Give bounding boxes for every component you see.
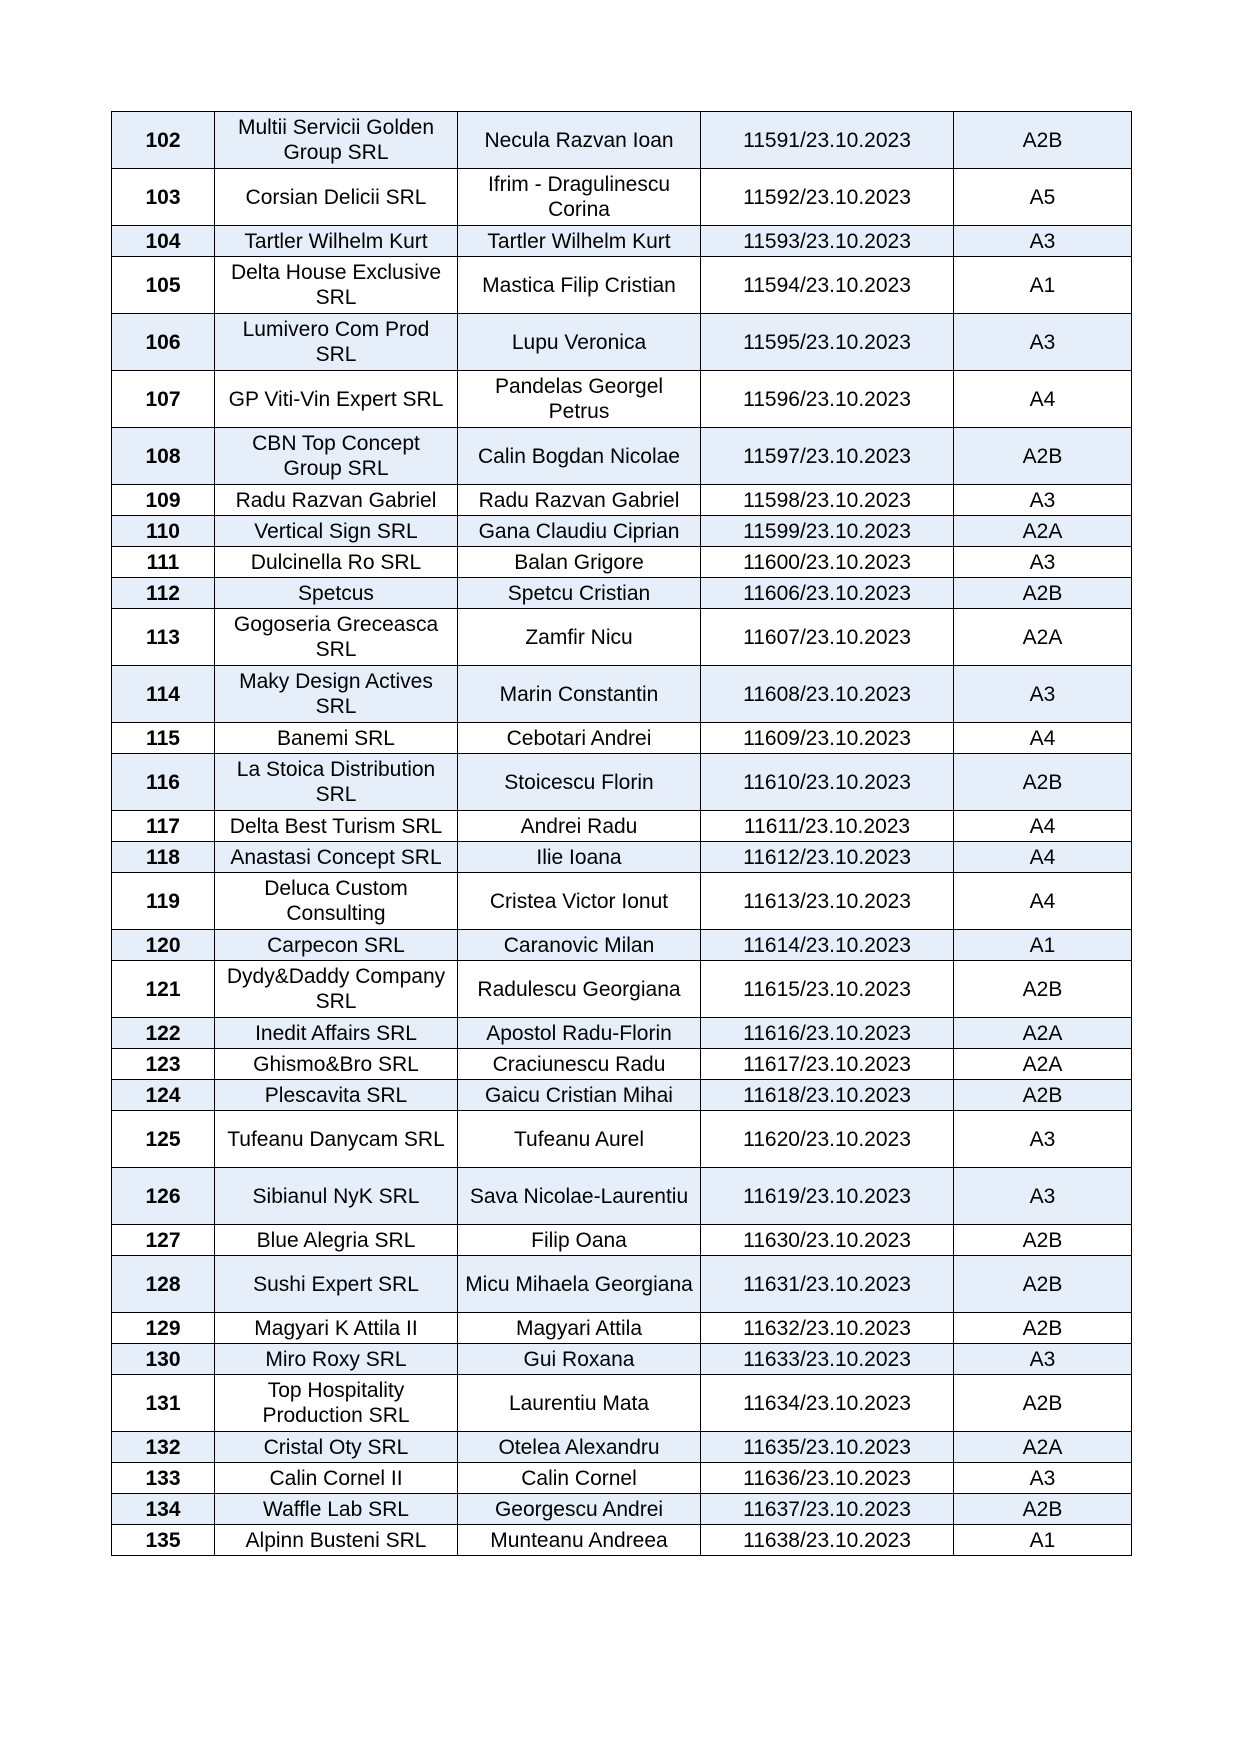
company-name-cell: Delta House Exclusive SRL — [215, 257, 458, 314]
category-cell: A4 — [954, 842, 1132, 873]
row-number-cell: 125 — [112, 1111, 215, 1168]
registration-number-cell: 11620/23.10.2023 — [701, 1111, 954, 1168]
company-name-cell: Sibianul NyK SRL — [215, 1168, 458, 1225]
row-number-cell: 104 — [112, 226, 215, 257]
row-number-cell: 135 — [112, 1525, 215, 1556]
row-number-cell: 119 — [112, 873, 215, 930]
company-name-cell: Ghismo&Bro SRL — [215, 1049, 458, 1080]
person-name-cell: Cristea Victor Ionut — [458, 873, 701, 930]
row-number-cell: 114 — [112, 666, 215, 723]
person-name-cell: Magyari Attila — [458, 1313, 701, 1344]
person-name-cell: Caranovic Milan — [458, 930, 701, 961]
category-cell: A3 — [954, 666, 1132, 723]
category-cell: A2A — [954, 516, 1132, 547]
registration-number-cell: 11634/23.10.2023 — [701, 1375, 954, 1432]
table-row — [112, 578, 1132, 609]
company-name-cell: Banemi SRL — [215, 723, 458, 754]
row-number-cell: 111 — [112, 547, 215, 578]
table-row — [112, 485, 1132, 516]
row-number-cell: 102 — [112, 112, 215, 169]
category-cell: A2B — [954, 754, 1132, 811]
company-name-cell: Corsian Delicii SRL — [215, 169, 458, 226]
table-row — [112, 226, 1132, 257]
company-name-cell: Delta Best Turism SRL — [215, 811, 458, 842]
table-row — [112, 930, 1132, 961]
table-row — [112, 961, 1132, 1018]
person-name-cell: Mastica Filip Cristian — [458, 257, 701, 314]
company-name-cell: Dulcinella Ro SRL — [215, 547, 458, 578]
table-row — [112, 723, 1132, 754]
person-name-cell: Micu Mihaela Georgiana — [458, 1256, 701, 1313]
company-name-cell: Multii Servicii Golden Group SRL — [215, 112, 458, 169]
registration-number-cell: 11599/23.10.2023 — [701, 516, 954, 547]
table-row — [112, 1111, 1132, 1168]
row-number-cell: 133 — [112, 1463, 215, 1494]
company-name-cell: Alpinn Busteni SRL — [215, 1525, 458, 1556]
category-cell: A3 — [954, 1111, 1132, 1168]
person-name-cell: Otelea Alexandru — [458, 1432, 701, 1463]
row-number-cell: 121 — [112, 961, 215, 1018]
person-name-cell: Andrei Radu — [458, 811, 701, 842]
table-row — [112, 1375, 1132, 1432]
table-row — [112, 1432, 1132, 1463]
table-row — [112, 1344, 1132, 1375]
registration-number-cell: 11614/23.10.2023 — [701, 930, 954, 961]
row-number-cell: 109 — [112, 485, 215, 516]
registration-number-cell: 11632/23.10.2023 — [701, 1313, 954, 1344]
registration-number-cell: 11591/23.10.2023 — [701, 112, 954, 169]
row-number-cell: 124 — [112, 1080, 215, 1111]
table-row — [112, 873, 1132, 930]
category-cell: A2B — [954, 1313, 1132, 1344]
registration-number-cell: 11617/23.10.2023 — [701, 1049, 954, 1080]
row-number-cell: 110 — [112, 516, 215, 547]
table-row — [112, 1018, 1132, 1049]
category-cell: A2B — [954, 1375, 1132, 1432]
row-number-cell: 107 — [112, 371, 215, 428]
table-body — [112, 112, 1132, 1556]
registration-number-cell: 11597/23.10.2023 — [701, 428, 954, 485]
person-name-cell: Tartler Wilhelm Kurt — [458, 226, 701, 257]
company-name-cell: Gogoseria Greceasca SRL — [215, 609, 458, 666]
company-name-cell: Blue Alegria SRL — [215, 1225, 458, 1256]
table-row — [112, 112, 1132, 169]
person-name-cell: Munteanu Andreea — [458, 1525, 701, 1556]
person-name-cell: Laurentiu Mata — [458, 1375, 701, 1432]
category-cell: A2A — [954, 609, 1132, 666]
row-number-cell: 116 — [112, 754, 215, 811]
category-cell: A3 — [954, 485, 1132, 516]
row-number-cell: 115 — [112, 723, 215, 754]
table-row — [112, 609, 1132, 666]
person-name-cell: Radu Razvan Gabriel — [458, 485, 701, 516]
registration-number-cell: 11594/23.10.2023 — [701, 257, 954, 314]
table-row — [112, 314, 1132, 371]
row-number-cell: 132 — [112, 1432, 215, 1463]
person-name-cell: Cebotari Andrei — [458, 723, 701, 754]
category-cell: A2B — [954, 578, 1132, 609]
company-name-cell: Inedit Affairs SRL — [215, 1018, 458, 1049]
row-number-cell: 126 — [112, 1168, 215, 1225]
category-cell: A2A — [954, 1018, 1132, 1049]
row-number-cell: 131 — [112, 1375, 215, 1432]
registration-number-cell: 11618/23.10.2023 — [701, 1080, 954, 1111]
table-row — [112, 169, 1132, 226]
table-row — [112, 1049, 1132, 1080]
registration-number-cell: 11610/23.10.2023 — [701, 754, 954, 811]
company-name-cell: GP Viti-Vin Expert SRL — [215, 371, 458, 428]
registration-number-cell: 11635/23.10.2023 — [701, 1432, 954, 1463]
company-name-cell: Radu Razvan Gabriel — [215, 485, 458, 516]
company-name-cell: Spetcus — [215, 578, 458, 609]
person-name-cell: Zamfir Nicu — [458, 609, 701, 666]
registration-number-cell: 11608/23.10.2023 — [701, 666, 954, 723]
table-row — [112, 516, 1132, 547]
table-row — [112, 257, 1132, 314]
company-name-cell: Deluca Custom Consulting — [215, 873, 458, 930]
table-row — [112, 1256, 1132, 1313]
company-name-cell: Carpecon SRL — [215, 930, 458, 961]
company-name-cell: Sushi Expert SRL — [215, 1256, 458, 1313]
row-number-cell: 120 — [112, 930, 215, 961]
registration-number-cell: 11619/23.10.2023 — [701, 1168, 954, 1225]
registration-number-cell: 11593/23.10.2023 — [701, 226, 954, 257]
registration-number-cell: 11633/23.10.2023 — [701, 1344, 954, 1375]
registration-number-cell: 11636/23.10.2023 — [701, 1463, 954, 1494]
company-name-cell: La Stoica Distribution SRL — [215, 754, 458, 811]
table-row — [112, 1494, 1132, 1525]
document-page — [111, 111, 1132, 1556]
registration-number-cell: 11606/23.10.2023 — [701, 578, 954, 609]
person-name-cell: Apostol Radu-Florin — [458, 1018, 701, 1049]
category-cell: A1 — [954, 930, 1132, 961]
company-name-cell: Magyari K Attila II — [215, 1313, 458, 1344]
registration-number-cell: 11616/23.10.2023 — [701, 1018, 954, 1049]
category-cell: A4 — [954, 873, 1132, 930]
person-name-cell: Filip Oana — [458, 1225, 701, 1256]
category-cell: A2B — [954, 112, 1132, 169]
registration-number-cell: 11607/23.10.2023 — [701, 609, 954, 666]
person-name-cell: Sava Nicolae-Laurentiu — [458, 1168, 701, 1225]
table-row — [112, 1525, 1132, 1556]
category-cell: A3 — [954, 547, 1132, 578]
company-name-cell: Anastasi Concept SRL — [215, 842, 458, 873]
category-cell: A2B — [954, 1256, 1132, 1313]
row-number-cell: 130 — [112, 1344, 215, 1375]
category-cell: A2B — [954, 961, 1132, 1018]
company-name-cell: Vertical Sign SRL — [215, 516, 458, 547]
person-name-cell: Pandelas Georgel Petrus — [458, 371, 701, 428]
row-number-cell: 127 — [112, 1225, 215, 1256]
category-cell: A2B — [954, 428, 1132, 485]
registration-number-cell: 11611/23.10.2023 — [701, 811, 954, 842]
company-name-cell: Miro Roxy SRL — [215, 1344, 458, 1375]
person-name-cell: Gaicu Cristian Mihai — [458, 1080, 701, 1111]
table-row — [112, 371, 1132, 428]
table-row — [112, 428, 1132, 485]
person-name-cell: Ifrim - Dragulinescu Corina — [458, 169, 701, 226]
row-number-cell: 118 — [112, 842, 215, 873]
category-cell: A3 — [954, 1344, 1132, 1375]
row-number-cell: 112 — [112, 578, 215, 609]
registration-number-cell: 11600/23.10.2023 — [701, 547, 954, 578]
row-number-cell: 106 — [112, 314, 215, 371]
table-row — [112, 754, 1132, 811]
category-cell: A3 — [954, 1463, 1132, 1494]
registration-number-cell: 11609/23.10.2023 — [701, 723, 954, 754]
registration-number-cell: 11615/23.10.2023 — [701, 961, 954, 1018]
registration-number-cell: 11596/23.10.2023 — [701, 371, 954, 428]
company-name-cell: Cristal Oty SRL — [215, 1432, 458, 1463]
person-name-cell: Balan Grigore — [458, 547, 701, 578]
person-name-cell: Calin Cornel — [458, 1463, 701, 1494]
row-number-cell: 134 — [112, 1494, 215, 1525]
row-number-cell: 103 — [112, 169, 215, 226]
category-cell: A2B — [954, 1080, 1132, 1111]
person-name-cell: Tufeanu Aurel — [458, 1111, 701, 1168]
category-cell: A2B — [954, 1225, 1132, 1256]
person-name-cell: Georgescu Andrei — [458, 1494, 701, 1525]
registration-number-cell: 11595/23.10.2023 — [701, 314, 954, 371]
company-name-cell: Waffle Lab SRL — [215, 1494, 458, 1525]
category-cell: A4 — [954, 811, 1132, 842]
row-number-cell: 122 — [112, 1018, 215, 1049]
category-cell: A4 — [954, 371, 1132, 428]
table-row — [112, 1225, 1132, 1256]
registration-number-cell: 11613/23.10.2023 — [701, 873, 954, 930]
registration-number-cell: 11592/23.10.2023 — [701, 169, 954, 226]
category-cell: A3 — [954, 1168, 1132, 1225]
person-name-cell: Craciunescu Radu — [458, 1049, 701, 1080]
table-row — [112, 811, 1132, 842]
table-row — [112, 1313, 1132, 1344]
company-name-cell: Dydy&Daddy Company SRL — [215, 961, 458, 1018]
category-cell: A3 — [954, 226, 1132, 257]
category-cell: A1 — [954, 257, 1132, 314]
person-name-cell: Gana Claudiu Ciprian — [458, 516, 701, 547]
person-name-cell: Spetcu Cristian — [458, 578, 701, 609]
company-name-cell: Lumivero Com Prod SRL — [215, 314, 458, 371]
category-cell: A2A — [954, 1049, 1132, 1080]
table-row — [112, 1168, 1132, 1225]
registration-number-cell: 11612/23.10.2023 — [701, 842, 954, 873]
category-cell: A2B — [954, 1494, 1132, 1525]
registration-number-cell: 11598/23.10.2023 — [701, 485, 954, 516]
table-row — [112, 666, 1132, 723]
row-number-cell: 129 — [112, 1313, 215, 1344]
category-cell: A3 — [954, 314, 1132, 371]
category-cell: A4 — [954, 723, 1132, 754]
row-number-cell: 105 — [112, 257, 215, 314]
table-row — [112, 1463, 1132, 1494]
table-row — [112, 547, 1132, 578]
company-name-cell: CBN Top Concept Group SRL — [215, 428, 458, 485]
category-cell: A5 — [954, 169, 1132, 226]
registration-number-cell: 11637/23.10.2023 — [701, 1494, 954, 1525]
company-name-cell: Calin Cornel II — [215, 1463, 458, 1494]
row-number-cell: 117 — [112, 811, 215, 842]
registration-number-cell: 11631/23.10.2023 — [701, 1256, 954, 1313]
registration-number-cell: 11630/23.10.2023 — [701, 1225, 954, 1256]
person-name-cell: Calin Bogdan Nicolae — [458, 428, 701, 485]
company-name-cell: Plescavita SRL — [215, 1080, 458, 1111]
person-name-cell: Radulescu Georgiana — [458, 961, 701, 1018]
person-name-cell: Gui Roxana — [458, 1344, 701, 1375]
company-name-cell: Tufeanu Danycam SRL — [215, 1111, 458, 1168]
person-name-cell: Marin Constantin — [458, 666, 701, 723]
category-cell: A1 — [954, 1525, 1132, 1556]
person-name-cell: Lupu Veronica — [458, 314, 701, 371]
authorization-table — [111, 111, 1132, 1556]
row-number-cell: 128 — [112, 1256, 215, 1313]
registration-number-cell: 11638/23.10.2023 — [701, 1525, 954, 1556]
table-row — [112, 842, 1132, 873]
company-name-cell: Maky Design Actives SRL — [215, 666, 458, 723]
person-name-cell: Stoicescu Florin — [458, 754, 701, 811]
table-row — [112, 1080, 1132, 1111]
row-number-cell: 123 — [112, 1049, 215, 1080]
row-number-cell: 113 — [112, 609, 215, 666]
company-name-cell: Top Hospitality Production SRL — [215, 1375, 458, 1432]
person-name-cell: Necula Razvan Ioan — [458, 112, 701, 169]
company-name-cell: Tartler Wilhelm Kurt — [215, 226, 458, 257]
person-name-cell: Ilie Ioana — [458, 842, 701, 873]
category-cell: A2A — [954, 1432, 1132, 1463]
row-number-cell: 108 — [112, 428, 215, 485]
